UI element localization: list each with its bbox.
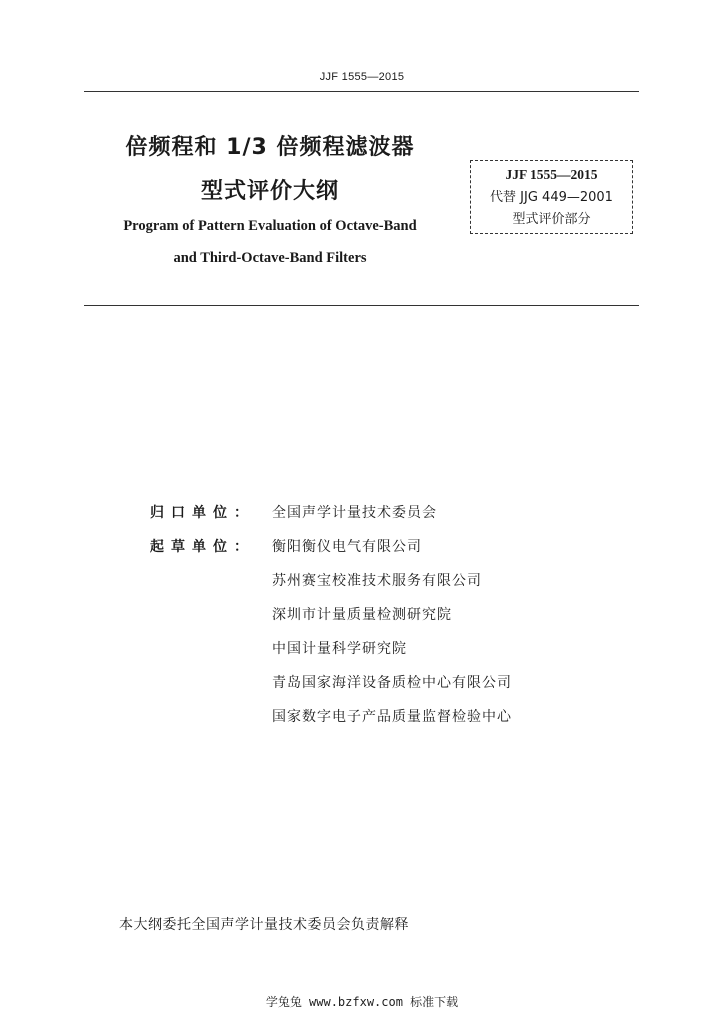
- title-english-line-1: Program of Pattern Evaluation of Octave-Band: [123, 218, 417, 234]
- title-chinese-line-1: 倍频程和 1/3 倍频程滤波器: [125, 135, 415, 160]
- drafting-unit-value: 深圳市计量质量检测研究院: [272, 607, 452, 623]
- drafting-unit-row: [272, 605, 452, 625]
- centralized-unit-label: 归口单位：: [150, 505, 255, 521]
- watermark-text: 学兔兔 www.bzfxw.com 标准下载: [265, 995, 459, 1009]
- header-standard-code: JJF 1555—2015: [319, 71, 405, 83]
- standard-code-box: [470, 160, 633, 234]
- drafting-unit-row: [272, 571, 482, 591]
- drafting-unit-row: [150, 537, 422, 557]
- code-box-replaces: [471, 186, 632, 209]
- title-divider: [84, 305, 639, 306]
- drafting-unit-label: 起草单位：: [150, 539, 255, 555]
- drafting-unit-value: 衡阳衡仪电气有限公司: [272, 539, 422, 555]
- drafting-unit-row: [272, 673, 512, 693]
- header-divider: [84, 91, 639, 92]
- centralized-unit-value: 全国声学计量技术委员会: [272, 505, 437, 521]
- drafting-unit-row: [272, 639, 407, 659]
- interpretation-note: 本大纲委托全国声学计量技术委员会负责解释: [119, 917, 409, 933]
- drafting-unit-value: 苏州赛宝校准技术服务有限公司: [272, 573, 482, 589]
- drafting-unit-value: 青岛国家海洋设备质检中心有限公司: [272, 675, 512, 691]
- centralized-unit-row: [150, 503, 437, 523]
- code-box-scope: 型式评价部分: [512, 212, 591, 227]
- code-box-replaces-text: 代替 JJG 449—2001: [490, 190, 613, 205]
- code-box-standard-number: JJF 1555—2015: [505, 167, 598, 182]
- drafting-unit-row: [272, 707, 512, 727]
- drafting-unit-value: 中国计量科学研究院: [272, 641, 407, 657]
- title-chinese-line-2: 型式评价大纲: [200, 179, 339, 204]
- drafting-unit-value: 国家数字电子产品质量监督检验中心: [272, 709, 512, 725]
- title-english-line-2: and Third-Octave-Band Filters: [173, 250, 367, 266]
